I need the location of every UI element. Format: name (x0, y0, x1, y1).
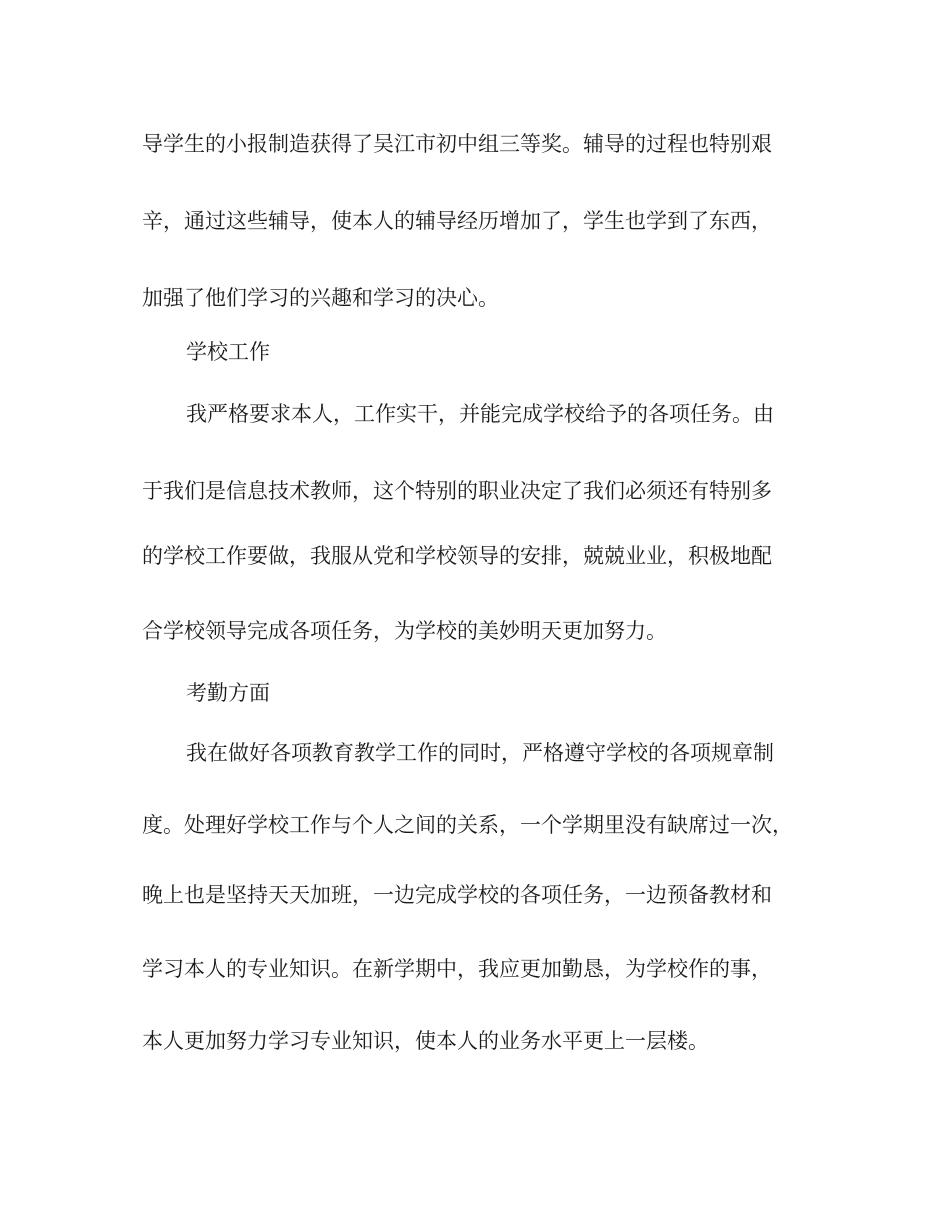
paragraph-line: 我严格要求本人，工作实干，并能完成学校给予的各项任务。由 (186, 402, 774, 426)
paragraph-line: 加强了他们学习的兴趣和学习的决心。 (142, 286, 499, 310)
paragraph-line: 导学生的小报制造获得了吴江市初中组三等奖。辅导的过程也特别艰 (142, 132, 772, 156)
paragraph-line: 的学校工作要做，我服从党和学校领导的安排，兢兢业业，积极地配 (142, 544, 772, 568)
section-heading: 学校工作 (186, 340, 270, 364)
paragraph-line: 我在做好各项教育教学工作的同时，严格遵守学校的各项规章制 (186, 741, 774, 765)
paragraph-line: 学习本人的专业知识。在新学期中，我应更加勤恳，为学校作的事， (142, 957, 772, 981)
paragraph-line: 于我们是信息技术教师，这个特别的职业决定了我们必须还有特别多 (142, 479, 772, 503)
paragraph-line: 本人更加努力学习专业知识，使本人的业务水平更上一层楼。 (142, 1029, 709, 1053)
paragraph-line: 辛，通过这些辅导，使本人的辅导经历增加了，学生也学到了东西， (142, 209, 772, 233)
paragraph-line: 度。处理好学校工作与个人之间的关系，一个学期里没有缺席过一次， (142, 813, 793, 837)
paragraph-line: 合学校领导完成各项任务，为学校的美妙明天更加努力。 (142, 619, 667, 643)
section-heading: 考勤方面 (186, 681, 270, 705)
paragraph-line: 晚上也是坚持天天加班，一边完成学校的各项任务，一边预备教材和 (142, 883, 772, 907)
